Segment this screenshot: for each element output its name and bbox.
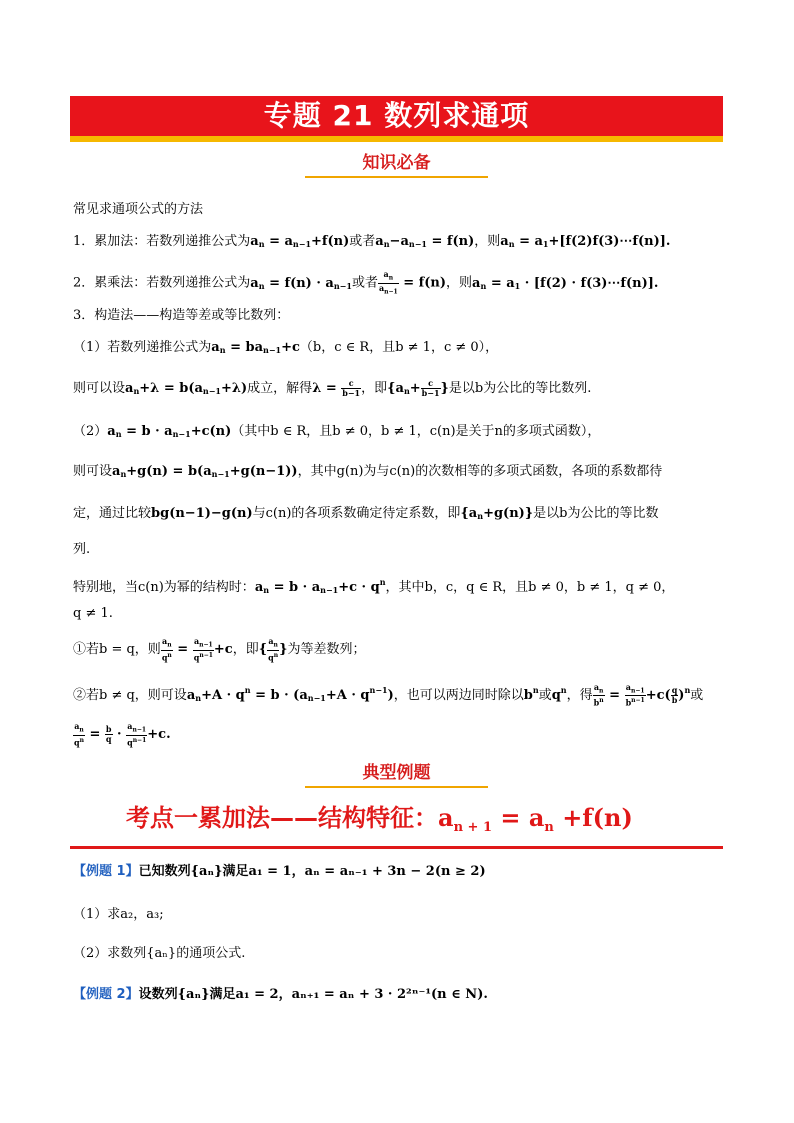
fraction: $\frac{q}{b}$ <box>671 685 678 705</box>
topic-heading-text: 考点一累加法——结构特征： <box>126 804 438 832</box>
example-1-question-1: （1）求a₂，a₃; <box>73 907 164 922</box>
fraction: $\frac{a_n}{b^n}$ <box>593 681 604 709</box>
fraction: $\frac{c}{b-1}$ <box>421 378 440 398</box>
topic-heading <box>126 802 633 844</box>
formula: $a_n+A \cdot q^n = b \cdot (a_{n-1}+A \cdot q^{n-1})$ <box>186 685 394 703</box>
text-line: q ≠ 1. <box>73 606 113 621</box>
text-span: （其中b ∈ R，且b ≠ 0，b ≠ 1，c(n)是关于n的多项式函数）， <box>231 424 601 439</box>
section-underline <box>305 176 488 178</box>
text-line <box>73 505 659 525</box>
text-span: ，即 <box>232 642 259 658</box>
formula-subscript: n + 1 <box>453 820 493 835</box>
formula: $a_n = a_{n-1}+f(n)$ <box>250 234 350 249</box>
text-line <box>73 637 365 662</box>
example-2 <box>73 986 488 1004</box>
text-span: 2．累乘法：若数列递推公式为 <box>73 275 251 291</box>
fraction: $\frac{a_n}{q^n}$ <box>74 721 84 748</box>
text-span: （1）若数列递推公式为 <box>73 340 212 355</box>
text-line <box>73 379 591 400</box>
fraction: $\frac{a_{n-1}}{q^{n-1}}$ <box>127 721 147 748</box>
formula-part: +f(n) <box>553 803 633 832</box>
text-span: ，其中g(n)为与c(n)的次数相等的多项式函数，各项的系数都待 <box>297 464 663 479</box>
formula: · <box>112 727 127 743</box>
fraction: $\frac{a_n}{a_{n-1}}$ <box>378 269 398 296</box>
formula: )$^n$ <box>678 685 691 703</box>
text-line <box>73 233 670 253</box>
section-heading-knowledge <box>305 152 488 178</box>
text-span: （b，c ∈ R，且b ≠ 1，c ≠ 0）， <box>299 340 499 355</box>
formula-part: a <box>438 803 454 832</box>
formula: } <box>279 642 288 658</box>
text-span: 则可设 <box>73 464 113 479</box>
formula: +c. <box>147 727 171 743</box>
formula: $a_n$ = $a_1+[f(2)f(3)\cdots f(n)]$. <box>500 234 671 249</box>
section-underline <box>305 786 488 788</box>
text-span: 是以b为公比的等比数 <box>533 506 659 521</box>
example-label: 【例题 2】 <box>73 987 139 1002</box>
text-span: 或者 <box>349 234 376 249</box>
text-span: 成立，解得 <box>247 381 313 396</box>
fraction: $\frac{a_n}{q^n}$ <box>161 636 172 663</box>
formula: $b^n$ <box>523 685 539 703</box>
text-span: 特别地，当c(n)为幂的结构时： <box>73 580 255 595</box>
text-line <box>73 463 662 483</box>
text-span: 则可以设 <box>73 381 126 396</box>
formula: $a_n = ba_{n-1}+c$ <box>211 340 300 355</box>
formula: } <box>440 381 449 396</box>
text-line <box>73 573 674 599</box>
formula: bg(n−1)−g(n) <box>151 506 253 521</box>
formula: $a_n-a_{n-1} = f(n)$ <box>375 234 475 249</box>
page-title: 专题 21 数列求通项 <box>263 99 530 132</box>
text-span: 定，通过比较 <box>73 506 152 521</box>
formula: = f(n) <box>398 275 447 291</box>
formula: +c( <box>645 688 671 703</box>
text-span: ①若b = q，则 <box>73 642 161 658</box>
formula: {$a_n+$ <box>387 381 421 396</box>
fraction: $\frac{b}{q}$ <box>105 724 112 745</box>
text-line: 列. <box>73 542 91 557</box>
text-line: 常见求通项公式的方法 <box>73 202 204 217</box>
text-line <box>73 722 171 747</box>
formula: = <box>172 642 193 658</box>
text-span: ，则 <box>446 275 473 291</box>
text-span: 为等差数列； <box>287 642 366 658</box>
text-span: ，也可以两边同时除以 <box>393 688 524 703</box>
text-line <box>73 681 703 708</box>
fraction: $\frac{c}{b-1}$ <box>342 378 361 398</box>
text-span: ②若b ≠ q，则可设 <box>73 688 187 703</box>
formula: λ = <box>312 381 342 396</box>
topic-underline <box>70 846 723 849</box>
example-1-question-2: （2）求数列{aₙ}的通项公式. <box>73 946 246 961</box>
formula: $a_n = b \cdot a_{n-1}+c \cdot q^n$ <box>254 577 386 595</box>
formula: = <box>84 727 105 743</box>
text-span: 或者 <box>351 275 378 291</box>
text-span: ，其中b，c，q ∈ R，且b ≠ 0，b ≠ 1，q ≠ 0， <box>385 580 675 595</box>
example-text: 设数列{aₙ}满足a₁ = 2，aₙ₊₁ = aₙ + 3 · 2²ⁿ⁻¹(n ∈ N). <box>138 987 488 1002</box>
fraction: $\frac{a_{n-1}}{b^{n-1}}$ <box>625 681 645 709</box>
formula: = <box>604 688 625 703</box>
formula-subscript: n <box>544 820 554 835</box>
text-span: 是以b为公比的等比数列. <box>448 381 592 396</box>
title-banner <box>70 96 723 142</box>
example-text: 已知数列{aₙ}满足a₁ = 1，aₙ = aₙ₋₁ + 3n − 2(n ≥ 2) <box>138 864 486 879</box>
text-span: ，即 <box>361 381 388 396</box>
text-line: 3．构造法——构造等差或等比数列： <box>73 308 290 323</box>
formula: $a_n = b \cdot a_{n-1}+c(n)$ <box>107 424 232 439</box>
text-span: （2） <box>73 424 108 439</box>
text-line <box>73 423 600 443</box>
fraction: $\frac{a_{n-1}}{q^{n-1}}$ <box>193 636 213 663</box>
fraction: $\frac{a_n}{q^n}$ <box>268 636 279 663</box>
formula: $a_n+g(n) = b(a_{n-1}+g(n-1))$ <box>112 464 298 479</box>
text-span: 1．累加法：若数列递推公式为 <box>73 234 251 249</box>
text-span: 或 <box>690 688 704 703</box>
text-span: 或 <box>538 688 552 703</box>
text-span: ，则 <box>474 234 501 249</box>
topic-formula <box>438 803 633 835</box>
text-span: 与c(n)的各项系数确定待定系数，即 <box>252 506 461 521</box>
text-span: ，得 <box>566 688 593 703</box>
example-1 <box>73 863 486 881</box>
formula: +c <box>213 642 233 658</box>
formula: $\{a_n+g(n)\}$ <box>460 506 534 521</box>
formula: $a_n = a_1 \cdot [f(2)$ · f(3)⋯f(n)]. <box>472 275 659 291</box>
formula: $a_n+\lambda = b(a_{n-1}+\lambda)$ <box>125 381 248 396</box>
example-label: 【例题 1】 <box>73 864 139 879</box>
section-heading-label: 典型例题 <box>362 763 431 783</box>
text-line <box>73 339 498 359</box>
section-heading-examples <box>305 762 488 788</box>
formula: { <box>258 642 268 658</box>
formula: $q^n$ <box>551 685 567 703</box>
formula-part: = a <box>492 803 545 832</box>
text-line <box>73 270 658 296</box>
section-heading-label: 知识必备 <box>362 153 431 173</box>
formula: $a_n = f(n) \cdot a_{n-1}$ <box>250 275 352 291</box>
